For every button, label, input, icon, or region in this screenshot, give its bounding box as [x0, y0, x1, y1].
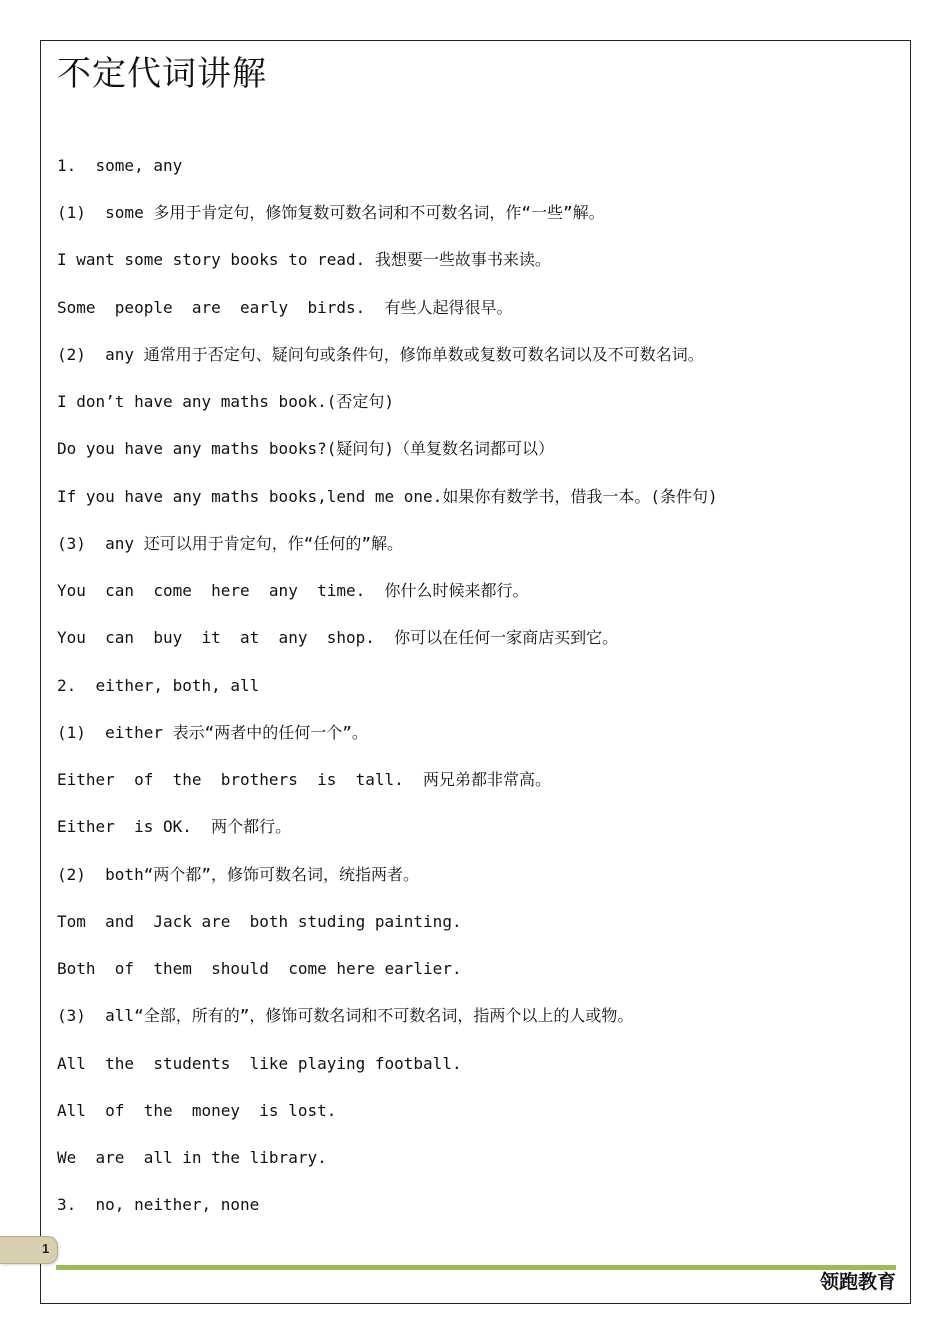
example-sentence: Tom and Jack are both studing painting.: [57, 912, 462, 931]
example-sentence: Either of the brothers is tall. 两兄弟都非常高。: [57, 770, 552, 789]
example-sentence: I don’t have any maths book.(否定句): [57, 392, 394, 411]
section-heading-either-both-all: 2. either, both, all: [57, 676, 260, 695]
page-number: 1: [42, 1241, 50, 1256]
rule-both: (2) both“两个都”，修饰可数名词，统指两者。: [57, 865, 419, 884]
example-sentence: Do you have any maths books?(疑问句)（单复数名词都可以）: [57, 439, 554, 458]
section-heading-some-any: 1. some, any: [57, 156, 183, 175]
rule-some: (1) some 多用于肯定句，修饰复数可数名词和不可数名词，作“一些”解。: [57, 203, 605, 222]
page-number-tab: [0, 1236, 58, 1264]
example-sentence: Some people are early birds. 有些人起得很早。: [57, 298, 513, 317]
example-sentence: All the students like playing football.: [57, 1054, 462, 1073]
example-sentence: We are all in the library.: [57, 1148, 327, 1167]
footer-divider: [56, 1265, 896, 1270]
rule-any-affirmative: (3) any 还可以用于肯定句，作“任何的”解。: [57, 534, 403, 553]
rule-any: (2) any 通常用于否定句、疑问句或条件句，修饰单数或复数可数名词以及不可数名词。: [57, 345, 704, 364]
section-heading-no-neither-none: 3. no, neither, none: [57, 1195, 260, 1214]
example-sentence: I want some story books to read. 我想要一些故事书来读。: [57, 250, 551, 269]
rule-either: (1) either 表示“两者中的任何一个”。: [57, 723, 368, 742]
example-sentence: Both of them should come here earlier.: [57, 959, 462, 978]
footer-brand: 领跑教育: [819, 1271, 896, 1293]
example-sentence: If you have any maths books,lend me one.如果你有数学书，借我一本。(条件句): [57, 487, 718, 506]
rule-all: (3) all“全部，所有的”，修饰可数名词和不可数名词，指两个以上的人或物。: [57, 1006, 634, 1025]
example-sentence: All of the money is lost.: [57, 1101, 337, 1120]
example-sentence: You can come here any time. 你什么时候来都行。: [57, 581, 529, 600]
example-sentence: You can buy it at any shop. 你可以在任何一家商店买到它。: [57, 628, 619, 647]
page-title: 不定代词讲解: [57, 54, 267, 94]
example-sentence: Either is OK. 两个都行。: [57, 817, 292, 836]
